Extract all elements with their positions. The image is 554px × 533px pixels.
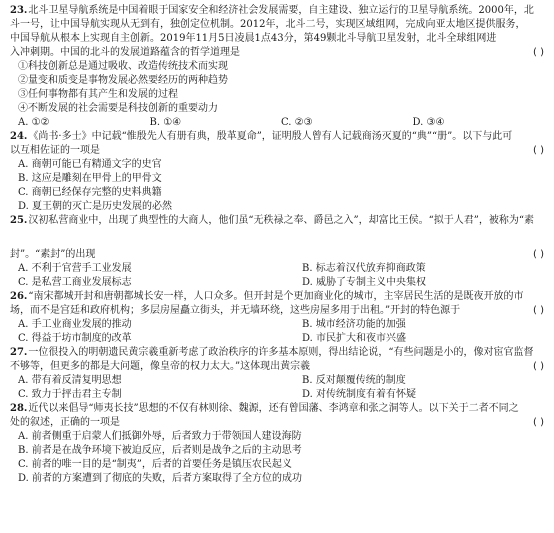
option-a: A. ①②	[18, 117, 50, 128]
question-24-line-1: 24.《尚书·多士》中记载“惟殷先人有册有典，殷革夏命”，证明殷人曾有人记载商汤灭夏的“典”“册”。以下与此可	[10, 131, 513, 142]
answer-bracket: ( )	[533, 305, 544, 316]
question-23	[10, 4, 544, 130]
answer-bracket: ( )	[533, 417, 544, 428]
option-d: D. 前者的方案遭到了彻底的失败，后者方案取得了全方位的成功	[18, 473, 303, 484]
question-24	[10, 130, 544, 214]
question-24-number: 24.	[10, 131, 28, 142]
question-23-number: 23.	[10, 5, 28, 16]
question-28	[10, 402, 544, 486]
blank-space	[10, 228, 544, 248]
question-26-line-2: 场，而不是宫廷和政府机构；多层房屋矗立街头，并无墙环绕，这些房屋多用于出租。”开封的特色源于 ( )	[10, 305, 544, 316]
option-d: D. 对传统制度有着有怀疑	[302, 389, 417, 400]
question-26-options	[10, 318, 544, 346]
option-a: A. 手工业商业发展的推动	[18, 319, 132, 330]
question-28-number: 28.	[10, 403, 28, 414]
option-c: C. 商朝已经保存完整的史料典籍	[18, 187, 162, 198]
option-d: D. 威胁了专制主义中央集权	[302, 277, 427, 288]
option-c: C. 前者的唯一目的是“制夷”，后者的首要任务是镇压农民起义	[18, 459, 292, 470]
question-27-options	[10, 374, 544, 402]
option-d: D. 夏王朝的灭亡是历史发展的必然	[18, 201, 173, 212]
statement-1: ①科技创新总是通过吸收、改造传统技术而实现	[18, 61, 228, 72]
question-27-number: 27.	[10, 347, 28, 358]
question-25-number: 25.	[10, 215, 28, 226]
answer-bracket: ( )	[533, 145, 544, 156]
answer-bracket: ( )	[533, 361, 544, 372]
question-23-line-4: 入冲刺期。中国的北斗的发展道路蕴含的哲学道理是 ( )	[10, 47, 544, 58]
question-23-line-2: 斗一号，让中国导航实现从无到有，独创定位机制。2012年，北斗二号，实现区域组网，完成向亚太地区提供服务，	[10, 19, 526, 30]
answer-bracket: ( )	[533, 249, 544, 260]
question-25-line-1: 25.汉初私营商业中，出现了典型性的大商人，他们虽“无秩禄之奉、爵邑之入”，却富比王侯。“拟于人君”，被称为“素	[10, 215, 534, 226]
option-b: B. 城市经济功能的加强	[302, 319, 406, 330]
option-a: A. 前者侧重于启蒙人们抵御外辱，后者致力于带领国人建设海防	[18, 431, 302, 442]
question-23-line-1: 23.北斗卫星导航系统是中国着眼于国家安全和经济社会发展需要，自主建设、独立运行的卫星导航系统。2000年，北	[10, 5, 534, 16]
question-23-line-3: 中国导航从根本上实现自主创新。2019年11月5日凌晨1点43分，第49颗北斗导航卫星发射，北斗全球组网进	[10, 33, 497, 44]
question-24-options	[10, 158, 544, 214]
option-b: B. 标志着汉代放弃抑商政策	[302, 263, 426, 274]
statement-3: ③任何事物都有其产生和发展的过程	[18, 89, 178, 100]
question-25-line-2: 封”。“素封”的出现 ( )	[10, 249, 544, 260]
option-c: C. ②③	[281, 117, 313, 128]
option-b: B. 前者是在战争环境下被迫反应，后者则是战争之后的主动思考	[18, 445, 302, 456]
question-28-options	[10, 430, 544, 486]
question-25	[10, 214, 544, 290]
statement-4: ④不断发展的社会需要是科技创新的重要动力	[18, 103, 218, 114]
option-a: A. 不利于官营手工业发展	[18, 263, 132, 274]
question-26-line-1: 26.“南宋都城开封和唐朝都城长安一样，人口众多。但开封是个更加商业化的城市，主宰居民生活的是既夜开放的市	[10, 291, 524, 302]
option-b: B. ①④	[149, 117, 182, 128]
option-d: D. 市民扩大和夜市兴盛	[302, 333, 407, 344]
answer-bracket: ( )	[533, 47, 544, 58]
question-26-number: 26.	[10, 291, 28, 302]
option-a: A. 商朝可能已有精通文字的史官	[18, 159, 162, 170]
question-26	[10, 290, 544, 346]
option-d: D. ③④	[412, 117, 445, 128]
question-27	[10, 346, 544, 402]
option-b: B. 这应是雕刻在甲骨上的甲骨文	[18, 173, 162, 184]
question-27-line-2: 不够等，但更多的都是大问题，像皇帝的权力太大。”这体现出黄宗羲 ( )	[10, 361, 544, 372]
question-25-options	[10, 262, 544, 290]
option-c: C. 得益于坊市制度的改革	[18, 333, 132, 344]
question-24-line-2: 以互相佐证的一项是 ( )	[10, 145, 544, 156]
question-27-line-1: 27.一位很投入的明朝遗民黄宗羲重新考虑了政治秩序的许多基本原则，得出结论说，“有些问题是小的，像对宦官监督	[10, 347, 534, 358]
option-a: A. 带有着反清复明思想	[18, 375, 122, 386]
option-c: C. 是私营工商业发展标志	[18, 277, 132, 288]
question-28-line-1: 28.近代以来倡导“师夷长技”思想的不仅有林则徐、魏源，还有曾国藩、李鸿章和张之洞等人。以下关于二者不同之	[10, 403, 519, 414]
question-28-line-2: 处的叙述，正确的一项是 ( )	[10, 417, 544, 428]
option-b: B. 反对颠覆传统的制度	[302, 375, 406, 386]
statement-2: ②量变和质变是事物发展必然要经历的两种趋势	[18, 75, 228, 86]
option-c: C. 致力于抨击君主专制	[18, 389, 122, 400]
question-23-options	[10, 116, 544, 130]
